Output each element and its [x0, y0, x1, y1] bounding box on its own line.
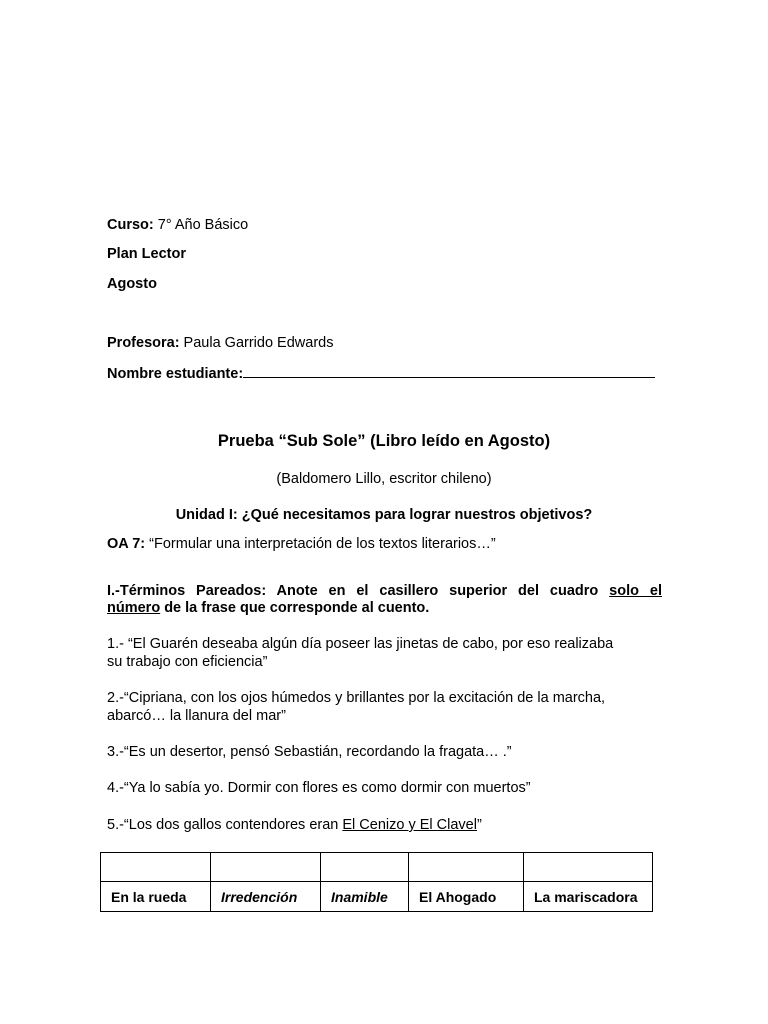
- objective-line: [107, 535, 496, 553]
- story-title-cell: En la rueda: [101, 882, 211, 912]
- teacher-name: Paula Garrido Edwards: [179, 335, 334, 351]
- section-heading-underline-2: número: [107, 600, 161, 616]
- unit-heading: Unidad I: ¿Qué necesitamos para lograr nuestros objetivos?: [175, 507, 593, 523]
- answer-row: [101, 853, 653, 882]
- student-name-blank[interactable]: [243, 364, 655, 378]
- answer-cell[interactable]: [101, 853, 211, 882]
- teacher-line: [107, 334, 333, 352]
- item-1-line-2: su trabajo con eficiencia”: [107, 653, 268, 670]
- author-line: (Baldomero Lillo, escritor chileno): [276, 471, 492, 487]
- story-title-cell: Inamible: [321, 882, 409, 912]
- objective-label: OA 7:: [107, 536, 146, 552]
- matching-table: [100, 852, 653, 912]
- section-heading-line1: [107, 583, 662, 601]
- item-1-line-1: 1.- “El Guarén deseaba algún día poseer las jinetas de cabo, por eso realizaba: [107, 636, 614, 652]
- course-line: [107, 216, 248, 234]
- month-label: Agosto: [107, 276, 157, 292]
- item-1: [107, 636, 662, 671]
- answer-cell[interactable]: [409, 853, 524, 882]
- item-5-underlined: El Cenizo y El Clavel: [342, 817, 477, 833]
- course-value: 7° Año Básico: [153, 217, 249, 233]
- story-title-cell: El Ahogado: [409, 882, 524, 912]
- story-titles-row: [101, 882, 653, 912]
- answer-cell[interactable]: [321, 853, 409, 882]
- section-heading-text: I.-Términos Pareados: Anote en el casillero superior del cuadro: [107, 583, 610, 599]
- story-title-cell: Irredención: [211, 882, 321, 912]
- test-title-rest: “Sub Sole” (Libro leído en Agosto): [278, 432, 551, 450]
- course-label: Curso:: [107, 217, 154, 233]
- item-5-close-quote: ”: [476, 817, 482, 833]
- item-2-line-1: 2.-“Cipriana, con los ojos húmedos y brillantes por la excitación de la marcha,: [107, 690, 606, 706]
- teacher-label: Profesora:: [107, 335, 180, 351]
- section-heading-underline-1: solo el: [609, 583, 662, 599]
- plan-label: Plan Lector: [107, 246, 186, 262]
- objective-text: “Formular una interpretación de los textos literarios…”: [145, 536, 496, 552]
- item-3: 3.-“Es un desertor, pensó Sebastián, recordando la fragata… .”: [107, 744, 512, 760]
- story-title-cell: La mariscadora: [524, 882, 653, 912]
- test-title: [0, 431, 768, 451]
- student-name-line: [107, 364, 655, 383]
- section-heading-text-2: de la frase que corresponde al cuento.: [160, 600, 430, 616]
- test-title-prefix: Prueba: [217, 432, 279, 450]
- answer-cell[interactable]: [524, 853, 653, 882]
- item-5: [107, 817, 662, 835]
- item-5-text: 5.-“Los dos gallos contendores eran: [107, 817, 343, 833]
- section-heading-line2: [107, 600, 662, 618]
- item-4: 4.-“Ya lo sabía yo. Dormir con flores es como dormir con muertos”: [107, 780, 531, 796]
- item-2-line-2: abarcó… la llanura del mar”: [107, 707, 286, 724]
- answer-cell[interactable]: [211, 853, 321, 882]
- item-2: [107, 690, 662, 725]
- student-name-label: Nombre estudiante:: [107, 366, 244, 382]
